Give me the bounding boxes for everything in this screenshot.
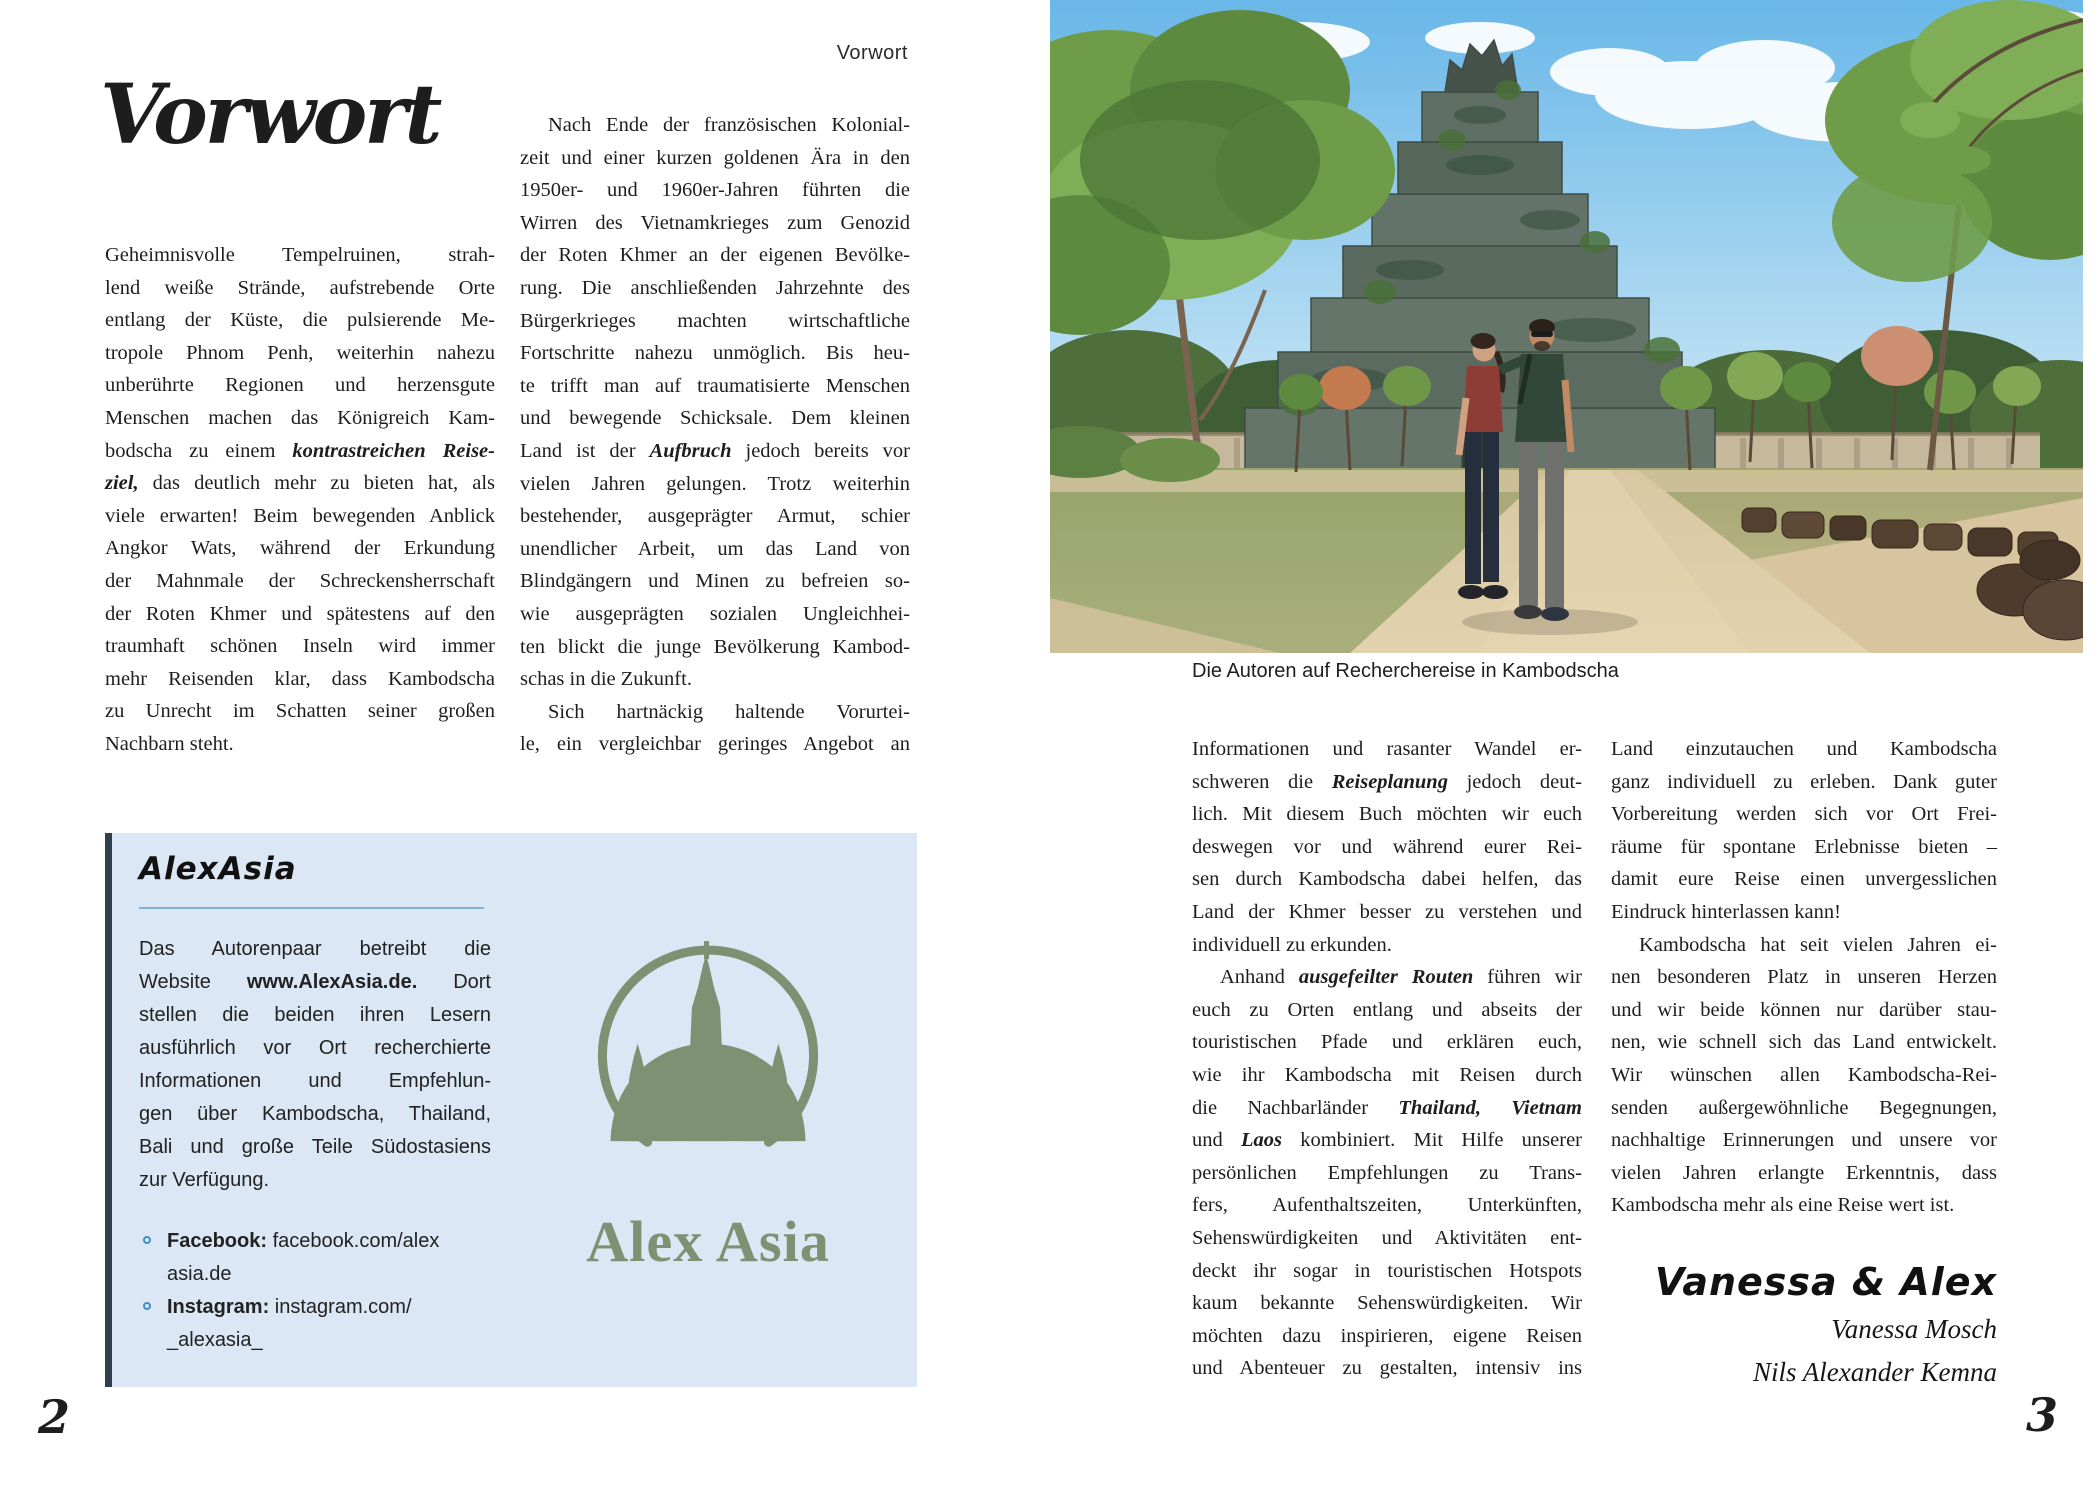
text-line: Blindgängern und Minen zu befreien so-	[520, 570, 910, 593]
text-line: schas in die Zukunft.	[520, 668, 692, 691]
text-line: mehr Reisenden klar, dass Kambodscha	[105, 667, 495, 690]
text-line: der Mahnmale der Schreckensherrschaft	[105, 569, 495, 592]
text-line: nachhaltige Erinnerungen und unsere vor	[1611, 1129, 1997, 1152]
text-line: traumhaft schönen Inseln wird immer	[105, 635, 495, 658]
text-line: und bewegende Schicksale. Dem kleinen	[520, 407, 910, 430]
text-line: Menschen machen das Königreich Kam-	[105, 406, 495, 429]
text-line: Angkor Wats, während der Erkundung	[105, 537, 495, 560]
text-line: kaum bekannte Sehenswürdigkeiten. Wir	[1192, 1292, 1582, 1315]
text-line: Das Autorenpaar betreibt die	[139, 938, 491, 960]
bullet-icon	[143, 1302, 151, 1310]
text-line: der Roten Khmer an der eigenen Bevölke-	[520, 244, 910, 267]
text-line: fers, Aufenthaltszeiten, Unterkünften,	[1192, 1194, 1582, 1217]
paragraph	[105, 239, 495, 761]
text-line: persönlichen Empfehlungen zu Trans-	[1192, 1161, 1582, 1184]
text-line: Anhand ausgefeilter Routen führen wir	[1220, 966, 1583, 989]
paragraph	[1192, 961, 1582, 1385]
text-line: Fortschritte nahezu unmöglich. Bis heu-	[520, 342, 910, 365]
text-line: senden außergewöhnliche Begegnungen,	[1611, 1096, 1997, 1119]
text-line: die Nachbarländer Thailand, Vietnam	[1192, 1096, 1582, 1119]
text-line: bestehender, ausgeprägter Armut, schier	[520, 505, 910, 528]
text-line: Vorbereitung werden sich vor Ort Frei-	[1611, 803, 1997, 826]
bullet-icon	[143, 1236, 151, 1244]
text-line: Land ist der Aufbruch jedoch bereits vor	[520, 439, 910, 462]
text-line: tropole Phnom Penh, weiterhin nahezu	[105, 341, 495, 364]
paragraph	[1192, 733, 1582, 961]
text-line: Wirren des Vietnamkrieges zum Genozid	[520, 211, 910, 234]
text-line: Facebook: facebook.com/alex	[167, 1230, 440, 1252]
text-line: deckt ihr sogar in touristischen Hotspots	[1192, 1259, 1582, 1282]
left-page-column-2	[520, 109, 910, 761]
text-line: und wir beide können nur darüber stau-	[1611, 998, 1997, 1021]
alexasia-logo-wordmark: Alex Asia	[586, 1208, 830, 1274]
paragraph	[139, 933, 491, 1197]
alexasia-logo-graphic	[550, 925, 866, 1297]
paragraph	[520, 696, 910, 761]
photo-caption: Die Autoren auf Recherchereise in Kambodscha	[1192, 660, 1619, 682]
text-line: räume für spontane Erlebnisse bieten –	[1611, 835, 1997, 858]
left-page-column-1	[105, 239, 495, 761]
text-line: lend weiße Strände, aufstrebende Orte	[105, 276, 495, 299]
text-line: Bali und große Teile Südostasiens	[139, 1136, 491, 1158]
text-line: asia.de	[167, 1263, 232, 1285]
text-line: zur Verfügung.	[139, 1169, 270, 1191]
text-line: schweren die Reiseplanung jedoch deut-	[1192, 770, 1583, 793]
info-box-body	[139, 933, 491, 1197]
text-line: nen besonderen Platz in unseren Herzen	[1611, 966, 1997, 989]
text-line: zu Unrecht im Schatten seiner großen	[105, 700, 495, 723]
text-line: der Roten Khmer und spätestens auf den	[105, 602, 495, 625]
text-line: Eindruck hinterlassen kann!	[1611, 900, 1841, 923]
text-line: Sehenswürdigkeiten und Aktivitäten ent-	[1192, 1226, 1582, 1249]
chapter-title: Vorwort	[100, 67, 440, 163]
text-line: Kambodscha mehr als eine Reise wert ist.	[1611, 1194, 1955, 1217]
right-page-column-2	[1611, 733, 1997, 1222]
right-page-column-1	[1192, 733, 1582, 1385]
text-line: wie ausgeprägten sozialen Ungleichhei-	[520, 602, 910, 625]
signature-name-1: Vanessa Mosch	[1831, 1314, 1997, 1344]
paragraph	[1611, 929, 1997, 1222]
text-line: Bürgerkrieges machten wirtschaftliche	[520, 309, 910, 332]
text-line: touristischen Pfade und erklären euch,	[1192, 1031, 1582, 1054]
text-line: Informationen und Empfehlun-	[139, 1070, 491, 1092]
text-line: vielen Jahren gelungen. Trotz weiterhin	[520, 472, 910, 495]
text-line: Informationen und rasanter Wandel er-	[1192, 738, 1582, 760]
text-line: gen über Kambodscha, Thailand,	[139, 1103, 491, 1125]
info-box-title: AlexAsia	[139, 851, 297, 887]
alexasia-logo	[550, 925, 866, 1302]
page-number-left: 2	[38, 1390, 71, 1444]
text-line: entlang der Küste, die pulsierende Me-	[105, 309, 495, 332]
text-line: deswegen vor und während eurer Rei-	[1192, 835, 1582, 858]
text-line: Website www.AlexAsia.de. Dort	[139, 971, 491, 993]
text-line: stellen die beiden ihren Lesern	[139, 1004, 491, 1026]
paragraph	[1611, 733, 1997, 929]
text-line: und Laos kombiniert. Mit Hilfe unserer	[1192, 1129, 1582, 1152]
bullet-item	[139, 1225, 491, 1291]
text-line: sen durch Kambodscha dabei helfen, das	[1192, 868, 1582, 891]
text-line: ziel, das deutlich mehr zu bieten hat, als	[105, 472, 495, 495]
signature-handwritten: Vanessa & Alex	[1654, 1260, 1997, 1304]
text-line: wie ihr Kambodscha mit Reisen durch	[1192, 1063, 1582, 1086]
text-line: nen, wie schnell sich das Land entwickelt.	[1611, 1031, 1997, 1054]
text-line: euch zu Orten entlang und abseits der	[1192, 998, 1582, 1021]
text-line: viele erwarten! Beim bewegenden Anblick	[105, 504, 495, 527]
text-line: lich. Mit diesem Buch möchten wir euch	[1192, 803, 1582, 826]
text-line: ausführlich vor Ort recherchierte	[139, 1037, 491, 1059]
text-line: Nachbarn steht.	[105, 732, 234, 755]
text-line: und Abenteuer zu gestalten, intensiv ins	[1192, 1357, 1582, 1380]
logo-temple-center-prang	[686, 955, 726, 1141]
text-line: möchten dazu inspirieren, eigene Reisen	[1192, 1324, 1582, 1347]
text-line: Land der Khmer besser zu verstehen und	[1192, 900, 1582, 923]
text-line: ganz individuell zu erleben. Dank guter	[1611, 770, 1997, 793]
authors-photo	[1050, 0, 2083, 653]
text-line: Kambodscha hat seit vielen Jahren ei-	[1639, 933, 1997, 956]
text-line: rung. Die anschließenden Jahrzehnte des	[520, 276, 910, 299]
text-line: Sich hartnäckig haltende Vorurtei-	[548, 700, 910, 723]
signature-block	[1611, 1256, 1997, 1394]
info-box-title-rule	[139, 907, 484, 909]
text-line: individuell zu erkunden.	[1192, 933, 1392, 956]
text-line: te trifft man auf traumatisierte Menschen	[520, 374, 910, 397]
text-line: unendlicher Arbeit, um das Land von	[520, 537, 910, 560]
bullet-item	[139, 1291, 491, 1357]
text-line: ten blickt die junge Bevölkerung Kambod-	[520, 635, 910, 658]
text-line: Instagram: instagram.com/	[167, 1296, 412, 1318]
authors-photo-illustration	[1050, 0, 2083, 653]
text-line: 1950er- und 1960er-Jahren führten die	[520, 179, 910, 202]
text-line: Geheimnisvolle Tempelruinen, strah-	[105, 244, 495, 266]
info-box-social-list	[139, 1225, 491, 1357]
info-box-alexasia	[105, 833, 917, 1387]
running-head: Vorwort	[836, 42, 908, 64]
paragraph	[520, 109, 910, 696]
text-line: bodscha zu einem kontrastreichen Reise-	[105, 439, 495, 462]
text-line: Wir wünschen allen Kambodscha-Rei-	[1611, 1063, 1997, 1086]
text-line: damit eure Reise einen unvergesslichen	[1611, 868, 1997, 891]
text-line: vielen Jahren erlangte Erkenntnis, dass	[1611, 1161, 1997, 1184]
text-line: zeit und einer kurzen goldenen Ära in den	[520, 146, 910, 169]
text-line: le, ein vergleichbar geringes Angebot an	[520, 733, 910, 756]
text-line: Land einzutauchen und Kambodscha	[1611, 738, 1997, 760]
text-line: Nach Ende der französischen Kolonial-	[548, 114, 910, 136]
signature-name-2: Nils Alexander Kemna	[1753, 1357, 1997, 1387]
logo-temple-finial	[704, 941, 709, 959]
text-line: unberührte Regionen und herzensgute	[105, 374, 495, 397]
text-line: _alexasia_	[167, 1329, 263, 1351]
page-number-right: 3	[2026, 1388, 2059, 1442]
